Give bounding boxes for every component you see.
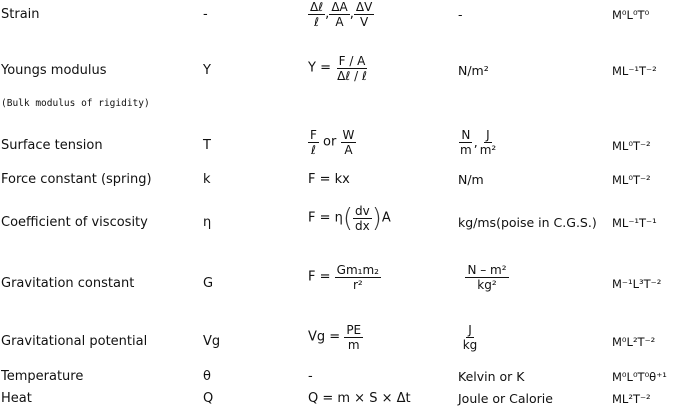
quantity-formula: $\frac{\text{Δℓ}}{\text{ℓ}}$ , $\frac{\Delta A}{A}$ , $\frac{\Delta V}{V}$ <box>310 0 373 29</box>
quantity-formula: - <box>308 369 313 384</box>
quantity-symbol: G <box>203 276 214 291</box>
quantity-unit: Joule or Calorie <box>458 391 553 406</box>
note-text: (Bulk modulus of rigidity) <box>1 98 150 109</box>
quantity-name: Youngs modulus <box>1 63 107 78</box>
quantity-unit: N/m <box>458 172 484 187</box>
quantity-formula: F = η( $\frac{dv}{dx}$ )A <box>308 203 391 234</box>
quantity-dimension: ML²T⁻² <box>612 392 651 406</box>
quantity-name: Gravitation constant <box>1 276 135 291</box>
quantity-dimension: ML⁰T⁻² <box>612 173 651 187</box>
quantity-unit: Kelvin or K <box>458 369 525 384</box>
quantity-dimension: M⁰L⁰T⁰ <box>612 8 650 22</box>
quantity-formula: F = $\frac{\text{Gm₁m₂}}{\text{r²}}$ <box>308 263 379 292</box>
quantity-formula: $\frac{F}{\text{ℓ}}$ or $\frac{W}{A}$ <box>310 128 355 157</box>
table-row <box>0 368 683 388</box>
quantity-name: Strain <box>1 7 40 22</box>
quantity-symbol: Q <box>203 391 214 406</box>
quantity-unit: - <box>458 7 463 22</box>
quantity-unit: kg/ms(poise in C.G.S.) <box>458 215 597 230</box>
quantity-formula: Y = $\frac{F / A}{\text{Δℓ / ℓ}}$ <box>308 54 367 83</box>
quantity-dimension: M⁰L²T⁻² <box>612 335 656 349</box>
quantity-name: Temperature <box>1 369 84 384</box>
quantity-name: Surface tension <box>1 138 103 153</box>
quantity-symbol: Vg <box>203 334 221 349</box>
quantity-name: Force constant (spring) <box>1 172 152 187</box>
quantity-name: Coefficient of viscosity <box>1 215 148 230</box>
table-row <box>0 323 683 353</box>
quantity-dimension: M⁰L⁰T⁰θ⁺¹ <box>612 370 667 384</box>
quantity-dimension: ML⁻¹T⁻² <box>612 64 657 78</box>
quantity-symbol: Y <box>203 63 211 78</box>
quantity-symbol: k <box>203 172 211 187</box>
quantity-unit: N/m² <box>458 63 489 78</box>
table-row <box>0 263 683 295</box>
table-row <box>0 203 683 234</box>
quantity-symbol: η <box>203 215 212 230</box>
quantity-dimension: ML⁻¹T⁻¹ <box>612 216 657 230</box>
quantity-symbol: T <box>203 138 211 153</box>
table-row <box>0 128 683 157</box>
quantity-unit: $\frac{\text{N – m²}}{\text{kg²}}$ <box>467 263 507 292</box>
quantity-dimension: M⁻¹L³T⁻² <box>612 277 662 291</box>
table-row <box>0 390 683 410</box>
table-row <box>0 0 683 29</box>
quantity-symbol: - <box>203 7 208 22</box>
quantity-name: Gravitational potential <box>1 334 148 349</box>
quantity-symbol: θ <box>203 369 211 384</box>
table-row <box>0 54 683 83</box>
quantity-formula: F = kx <box>308 172 350 187</box>
quantity-dimension: ML⁰T⁻² <box>612 139 651 153</box>
table-row <box>0 171 683 191</box>
quantity-formula: Vg = $\frac{PE}{m}$ <box>308 323 362 352</box>
quantity-formula: Q = m × S × Δt <box>308 391 411 406</box>
quantity-unit: $\frac{N}{m}$ , $\frac{J}{\text{m²}}$ <box>460 128 497 157</box>
quantity-unit: $\frac{J}{kg}$ <box>462 323 478 352</box>
quantity-name: Heat <box>1 391 32 406</box>
